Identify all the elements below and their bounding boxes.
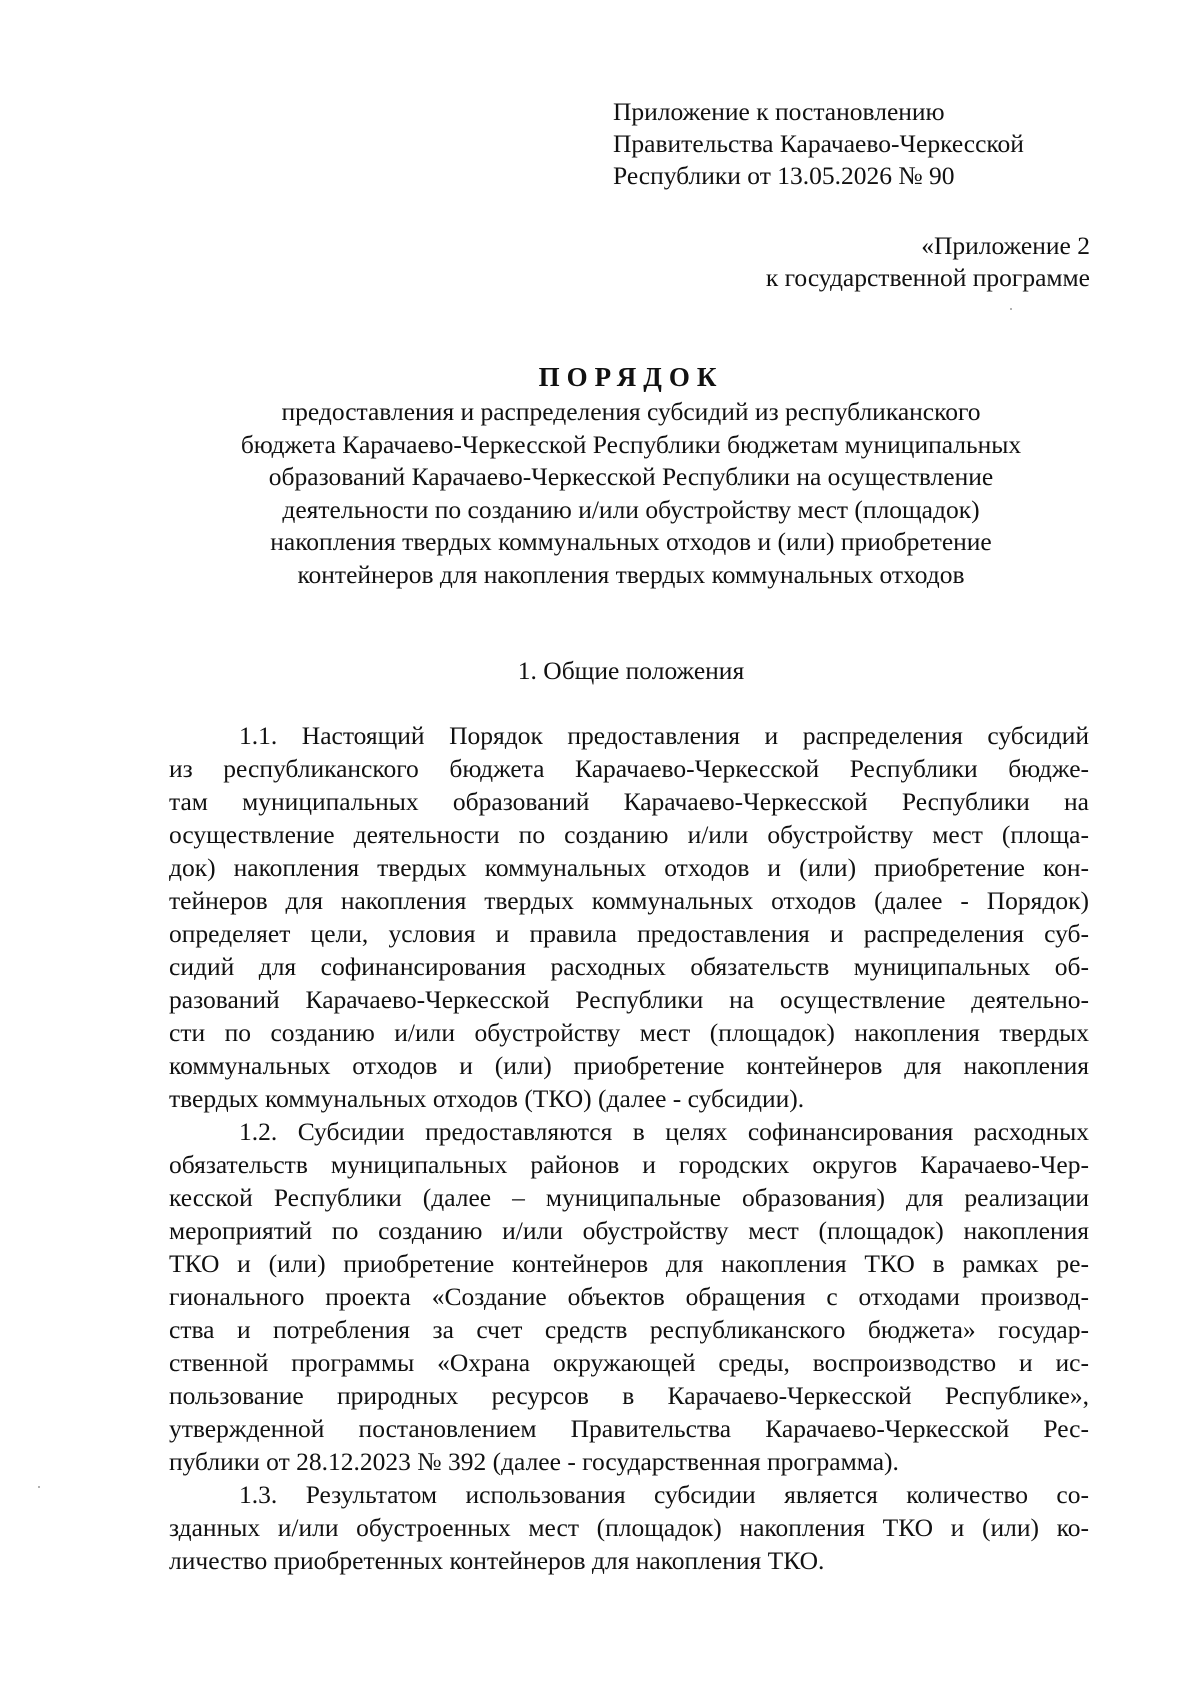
paragraph-line: утвержденной постановлением Правительства Карачаево-Черкесской Рес- <box>169 1414 1089 1443</box>
appendix-line: Приложение к постановлению <box>613 97 945 126</box>
paragraph-line: зданных и/или обустроенных мест (площадок) накопления ТКО и (или) ко- <box>169 1513 1089 1542</box>
paragraph-line: там муниципальных образований Карачаево-Черкесской Республики на <box>169 787 1089 816</box>
subtitle-line: накопления твердых коммунальных отходов и (или) приобретение <box>270 527 992 556</box>
subtitle-line: деятельности по созданию и/или обустройству мест (площадок) <box>282 494 980 524</box>
subtitle-line: предоставления и распределения субсидий из республиканского <box>281 397 981 426</box>
subtitle-line: образований Карачаево-Черкесской Республики на осуществление <box>268 462 994 491</box>
paragraph-line: сти по созданию и/или обустройству мест (площадок) накопления твердых <box>169 1018 1089 1047</box>
paragraph-line: гионального проекта «Создание объектов обращения с отходами производ- <box>169 1282 1089 1311</box>
paragraph-line: пользование природных ресурсов в Карачаево-Черкесской Республике», <box>169 1381 1089 1410</box>
paragraph-line: 1.2. Субсидии предоставляются в целях софинансирования расходных <box>239 1117 1089 1146</box>
paragraph-line: разований Карачаево-Черкесской Республики на осуществление деятельно- <box>169 985 1089 1014</box>
appendix-line: Правительства Карачаево-Черкесской <box>613 129 1024 158</box>
appendix-header <box>613 96 1024 192</box>
paragraph-line: осуществление деятельности по созданию и/или обустройству мест (площа- <box>169 820 1089 849</box>
subtitle-line: бюджета Карачаево-Черкесской Республики бюджетам муниципальных <box>240 429 1022 459</box>
paragraph-line: мероприятий по созданию и/или обустройству мест (площадок) накопления <box>169 1216 1089 1245</box>
paragraph-line: публики от 28.12.2023 № 392 (далее - государственная программа). <box>169 1447 899 1476</box>
paragraph-line: ТКО и (или) приобретение контейнеров для накопления ТКО в рамках ре- <box>169 1249 1089 1278</box>
document-subtitle <box>0 396 1200 591</box>
program-appendix <box>766 230 1090 294</box>
paragraph-line: твердых коммунальных отходов (ТКО) (далее - субсидии). <box>169 1084 805 1113</box>
paragraph-line: док) накопления твердых коммунальных отходов и (или) приобретение кон- <box>169 853 1089 882</box>
paragraph-line: сидий для софинансирования расходных обязательств муниципальных об- <box>169 952 1089 981</box>
program-appendix-line: «Приложение 2 <box>921 231 1090 260</box>
paragraph-line: определяет цели, условия и правила предоставления и распределения суб- <box>169 919 1089 948</box>
paragraph-line: ства и потребления за счет средств республиканского бюджета» государ- <box>169 1315 1089 1344</box>
paragraph-1-3 <box>169 1478 1089 1577</box>
paragraph-line: кесской Республики (далее – муниципальные образования) для реализации <box>169 1183 1089 1212</box>
paragraph-line: тейнеров для накопления твердых коммунальных отходов (далее - Порядок) <box>169 886 1089 915</box>
document-body <box>169 719 1089 1577</box>
paragraph-1-1 <box>169 719 1089 1115</box>
subtitle-line: контейнеров для накопления твердых коммунальных отходов <box>297 559 965 589</box>
paragraph-line: коммунальных отходов и (или) приобретение контейнеров для накопления <box>169 1051 1089 1080</box>
appendix-line: Республики от 13.05.2026 № 90 <box>613 161 955 190</box>
paragraph-line: обязательств муниципальных районов и городских округов Карачаево-Чер- <box>169 1150 1089 1179</box>
paragraph-1-2 <box>169 1115 1089 1478</box>
paragraph-line: личество приобретенных контейнеров для накопления ТКО. <box>169 1546 825 1575</box>
paragraph-line: из республиканского бюджета Карачаево-Черкесской Республики бюдже- <box>169 754 1089 783</box>
paragraph-line: 1.3. Результатом использования субсидии является количество со- <box>239 1480 1089 1509</box>
scan-speck <box>1010 308 1012 310</box>
scan-speck <box>38 1486 40 1488</box>
section-heading: 1. Общие положения <box>517 656 745 685</box>
paragraph-line: ственной программы «Охрана окружающей среды, воспроизводство и ис- <box>169 1348 1089 1377</box>
program-appendix-line: к государственной программе <box>765 263 1090 292</box>
paragraph-line: 1.1. Настоящий Порядок предоставления и распределения субсидий <box>239 721 1089 750</box>
document-title: ПОРЯДОК <box>538 362 724 392</box>
